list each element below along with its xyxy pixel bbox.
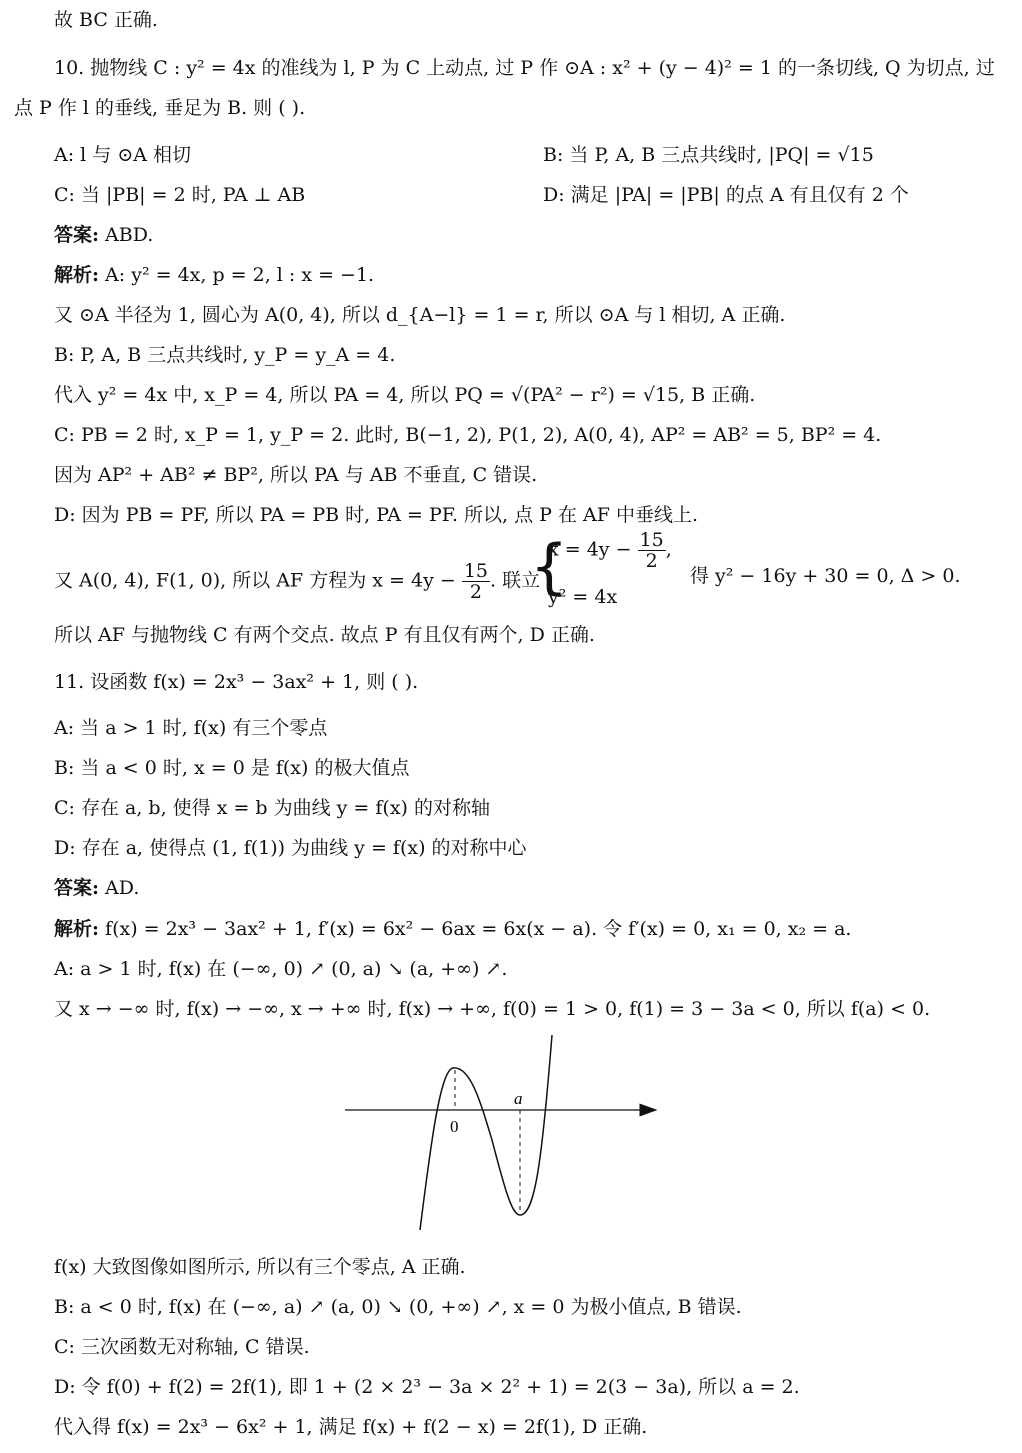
- fraction: [638, 530, 666, 571]
- q11-analysis-4: f(x) 大致图像如图所示, 所以有三个零点, A 正确.: [54, 1256, 466, 1278]
- fraction: [462, 561, 490, 602]
- answer-value: AD.: [99, 877, 140, 899]
- question-11-stem: 11. 设函数 f(x) = 2x³ − 3ax² + 1, 则 ( ).: [54, 671, 419, 693]
- q11-analysis-6: C: 三次函数无对称轴, C 错误.: [54, 1336, 310, 1358]
- question-10-stem: 10. 抛物线 C : y² = 4x 的准线为 l, P 为 C 上动点, 过 P 作 ⊙A : x² + (y − 4)² = 1 的一条切线, Q 为切点, 过: [54, 57, 995, 79]
- analysis-label: 解析:: [54, 918, 100, 940]
- system-eq-1: x = 4y −: [548, 538, 632, 561]
- system-row-2: y² = 4x: [548, 586, 618, 608]
- q10-analysis-6: 因为 AP² + AB² ≠ BP², 所以 PA 与 AB 不垂直, C 错误.: [54, 464, 538, 486]
- answer-label: 答案:: [54, 877, 100, 899]
- q10-analysis-5: C: PB = 2 时, x_P = 1, y_P = 2. 此时, B(−1, 2), P(1, 2), A(0, 4), AP² = AB² = 5, BP² = 4.: [54, 424, 882, 446]
- q11-option-c: C: 存在 a, b, 使得 x = b 为曲线 y = f(x) 的对称轴: [54, 797, 491, 819]
- analysis-label: 解析:: [54, 264, 100, 286]
- q11-analysis-7: D: 令 f(0) + f(2) = 2f(1), 即 1 + (2 × 2³ − 3a × 2² + 1) = 2(3 − 3a), 所以 a = 2.: [54, 1376, 800, 1398]
- q10-analysis-7: D: 因为 PB = PF, 所以 PA = PB 时, PA = PF. 所以, 点 P 在 AF 中垂线上.: [54, 504, 699, 526]
- answer-label: 答案:: [54, 224, 100, 246]
- cubic-curve: [420, 1035, 552, 1230]
- q11-option-a: A: 当 a > 1 时, f(x) 有三个零点: [54, 717, 328, 739]
- question-10-stem-cont: 点 P 作 l 的垂线, 垂足为 B. 则 ( ).: [14, 97, 306, 119]
- q10-analysis-8: [54, 561, 540, 602]
- system-brace: {: [530, 532, 569, 602]
- fraction-numerator: 15: [463, 560, 489, 582]
- label-zero: 0: [450, 1117, 459, 1136]
- q10-analysis-9: 所以 AF 与抛物线 C 有两个交点. 故点 P 有且仅有两个, D 正确.: [54, 624, 595, 646]
- fraction-denominator: 2: [645, 550, 658, 572]
- q11-answer: [54, 876, 139, 900]
- q11-option-b: B: 当 a < 0 时, x = 0 是 f(x) 的极大值点: [54, 757, 410, 779]
- q10-option-c: C: 当 |PB| = 2 时, PA ⊥ AB: [54, 184, 306, 206]
- analysis-text: A: y² = 4x, p = 2, l : x = −1.: [99, 264, 375, 286]
- q11-analysis-8: 代入得 f(x) = 2x³ − 6x² + 1, 满足 f(x) + f(2 − x) = 2f(1), D 正确.: [54, 1416, 648, 1438]
- analysis-text: f(x) = 2x³ − 3ax² + 1, f′(x) = 6x² − 6ax = 6x(x − a). 令 f′(x) = 0, x₁ = 0, x₂ = a.: [99, 918, 852, 940]
- fraction-denominator: 2: [469, 581, 482, 603]
- q10-analysis-4: 代入 y² = 4x 中, x_P = 4, 所以 PA = 4, 所以 PQ = √(PA² − r²) = √15, B 正确.: [54, 384, 756, 406]
- q10-option-d: D: 满足 |PA| = |PB| 的点 A 有且仅有 2 个: [543, 184, 909, 206]
- analysis-text: . 联立: [490, 569, 541, 592]
- q10-analysis-1: [54, 263, 374, 287]
- q10-analysis-2: 又 ⊙A 半径为 1, 圆心为 A(0, 4), 所以 d_{A−l} = 1 = r, 所以 ⊙A 与 l 相切, A 正确.: [54, 304, 786, 326]
- fraction-numerator: 15: [639, 529, 664, 551]
- q10-option-a: A: l 与 ⊙A 相切: [54, 144, 191, 166]
- q11-option-d: D: 存在 a, 使得点 (1, f(1)) 为曲线 y = f(x) 的对称中心: [54, 837, 527, 859]
- system-eq-1-end: ,: [665, 538, 672, 561]
- q11-analysis-1: [54, 917, 851, 941]
- q10-analysis-8-end: 得 y² − 16y + 30 = 0, Δ > 0.: [690, 565, 961, 587]
- label-a: a: [514, 1089, 523, 1108]
- q10-analysis-3: B: P, A, B 三点共线时, y_P = y_A = 4.: [54, 344, 396, 366]
- cubic-graph: [330, 1030, 670, 1240]
- q11-analysis-2: A: a > 1 时, f(x) 在 (−∞, 0) ↗ (0, a) ↘ (a, +∞) ↗.: [54, 958, 508, 980]
- text-line: 故 BC 正确.: [54, 9, 158, 31]
- q10-option-b: B: 当 P, A, B 三点共线时, |PQ| = √15: [543, 144, 874, 166]
- q10-answer: [54, 223, 153, 247]
- analysis-text: 又 A(0, 4), F(1, 0), 所以 AF 方程为 x = 4y −: [54, 569, 456, 592]
- answer-value: ABD.: [99, 224, 154, 246]
- q11-analysis-3: 又 x → −∞ 时, f(x) → −∞, x → +∞ 时, f(x) → +∞, f(0) = 1 > 0, f(1) = 3 − 3a < 0, 所以 f(a) < 0.: [54, 998, 931, 1020]
- q11-analysis-5: B: a < 0 时, f(x) 在 (−∞, a) ↗ (a, 0) ↘ (0, +∞) ↗, x = 0 为极小值点, B 错误.: [54, 1296, 742, 1318]
- system-row-1: [548, 530, 672, 571]
